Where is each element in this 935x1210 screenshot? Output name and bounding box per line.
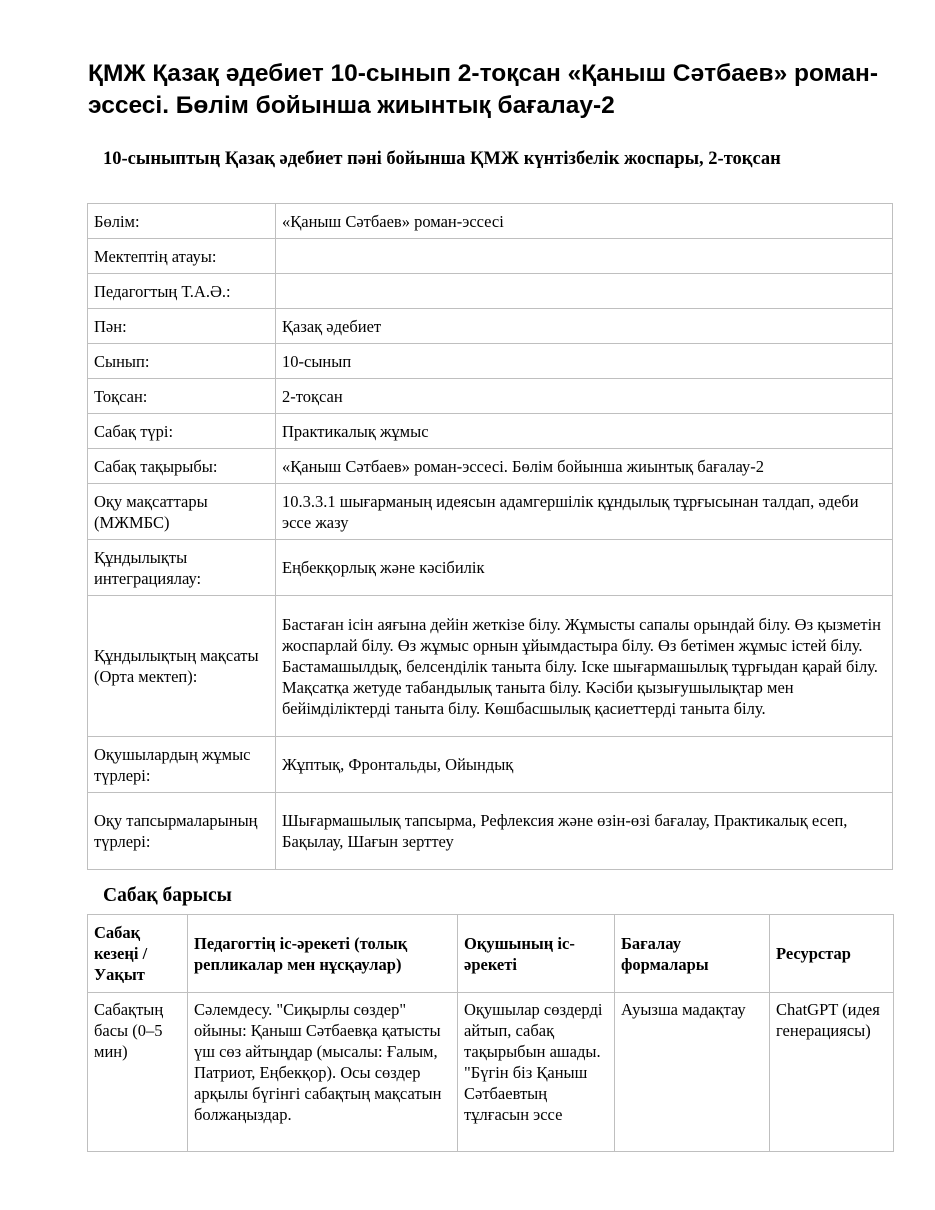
table-cell: Ауызша мадақтау <box>615 993 770 1152</box>
lesson-info-table <box>87 203 893 870</box>
table-row <box>88 484 893 540</box>
table-row <box>88 596 893 737</box>
column-header: Сабақ кезеңі / Уақыт <box>88 915 188 993</box>
column-header: Оқушының іс-әрекеті <box>458 915 615 993</box>
table-cell: Сабақтың басы (0–5 мин) <box>88 993 188 1152</box>
info-value: Шығармашылық тапсырма, Рефлексия және өзін-өзі бағалау, Практикалық есеп, Бақылау, Шағын зерттеу <box>276 793 893 870</box>
info-value: «Қаныш Сәтбаев» роман-эссесі. Бөлім бойынша жиынтық бағалау-2 <box>276 449 893 484</box>
table-row <box>88 274 893 309</box>
column-header: Педагогтің іс-әрекеті (толық репликалар мен нұсқаулар) <box>188 915 458 993</box>
info-label: Сабақ тақырыбы: <box>88 449 276 484</box>
table-cell: Оқушылар сөздерді айтып, сабақ тақырыбын ашады. "Бүгін біз Қаныш Сәтбаевтың тұлғасын эссе <box>458 993 615 1152</box>
table-header-row <box>88 915 894 993</box>
info-value: 2-тоқсан <box>276 379 893 414</box>
info-value: Практикалық жұмыс <box>276 414 893 449</box>
info-label: Сынып: <box>88 344 276 379</box>
info-label: Құндылықты интеграциялау: <box>88 540 276 596</box>
info-value: 10-сынып <box>276 344 893 379</box>
table-cell: ChatGPT (идея генерациясы) <box>770 993 894 1152</box>
lesson-flow-heading: Сабақ барысы <box>103 885 232 906</box>
info-value: 10.3.3.1 шығарманың идеясын адамгершілік құндылық тұрғысынан талдап, әдеби эссе жазу <box>276 484 893 540</box>
plan-subtitle: 10-сыныптың Қазақ әдебиет пәні бойынша ҚМЖ күнтізбелік жоспары, 2-тоқсан <box>103 149 781 169</box>
table-row <box>88 204 893 239</box>
table-row <box>88 737 893 793</box>
table-row <box>88 344 893 379</box>
info-value <box>276 239 893 274</box>
column-header: Ресурстар <box>770 915 894 993</box>
info-value: Жұптық, Фронтальды, Ойындық <box>276 737 893 793</box>
info-label: Педагогтың Т.А.Ә.: <box>88 274 276 309</box>
table-row <box>88 309 893 344</box>
table-row <box>88 239 893 274</box>
table-row <box>88 379 893 414</box>
info-label: Пән: <box>88 309 276 344</box>
document-title: ҚМЖ Қазақ әдебиет 10-сынып 2-тоқсан «Қаныш Сәтбаев» роман-эссесі. Бөлім бойынша жиынтық бағалау-2 <box>88 60 878 119</box>
table-row <box>88 449 893 484</box>
info-label: Тоқсан: <box>88 379 276 414</box>
info-label: Мектептің атауы: <box>88 239 276 274</box>
info-value: Бастаған ісін аяғына дейін жеткізе білу. Жұмысты сапалы орындай білу. Өз қызметін жоспарлай білу. Өз жұмыс орнын ұйымдастыра білу. Өз бетімен жұмыс істей білу. Бастамашылдық, белсенділік таныта білу. Іске шығармашылық тұрғыдан қарай білу. Мақсатқа жетуде табандылық таныта білу. Кәсіби қызығушылықтар мен бейімділіктерді таныта білу. Көшбасшылық қасиеттерді таныта білу. <box>276 596 893 737</box>
table-row <box>88 540 893 596</box>
lesson-flow-table <box>87 914 894 1152</box>
table-row <box>88 993 894 1152</box>
info-value: Еңбекқорлық және кәсібилік <box>276 540 893 596</box>
column-header: Бағалау формалары <box>615 915 770 993</box>
table-row <box>88 414 893 449</box>
info-value <box>276 274 893 309</box>
info-label: Бөлім: <box>88 204 276 239</box>
info-label: Сабақ түрі: <box>88 414 276 449</box>
info-label: Құндылықтың мақсаты (Орта мектеп): <box>88 596 276 737</box>
table-row <box>88 793 893 870</box>
info-value: «Қаныш Сәтбаев» роман-эссесі <box>276 204 893 239</box>
table-cell: Сәлемдесу. "Сиқырлы сөздер" ойыны: Қаныш Сәтбаевқа қатысты үш сөз айтыңдар (мысалы: Ғалым, Патриот, Еңбекқор). Осы сөздер арқылы бүгінгі сабақтың мақсатын болжаңыздар. <box>188 993 458 1152</box>
info-label: Оқу мақсаттары (МЖМБС) <box>88 484 276 540</box>
info-label: Оқушылардың жұмыс түрлері: <box>88 737 276 793</box>
info-value: Қазақ әдебиет <box>276 309 893 344</box>
info-label: Оқу тапсырмаларының түрлері: <box>88 793 276 870</box>
